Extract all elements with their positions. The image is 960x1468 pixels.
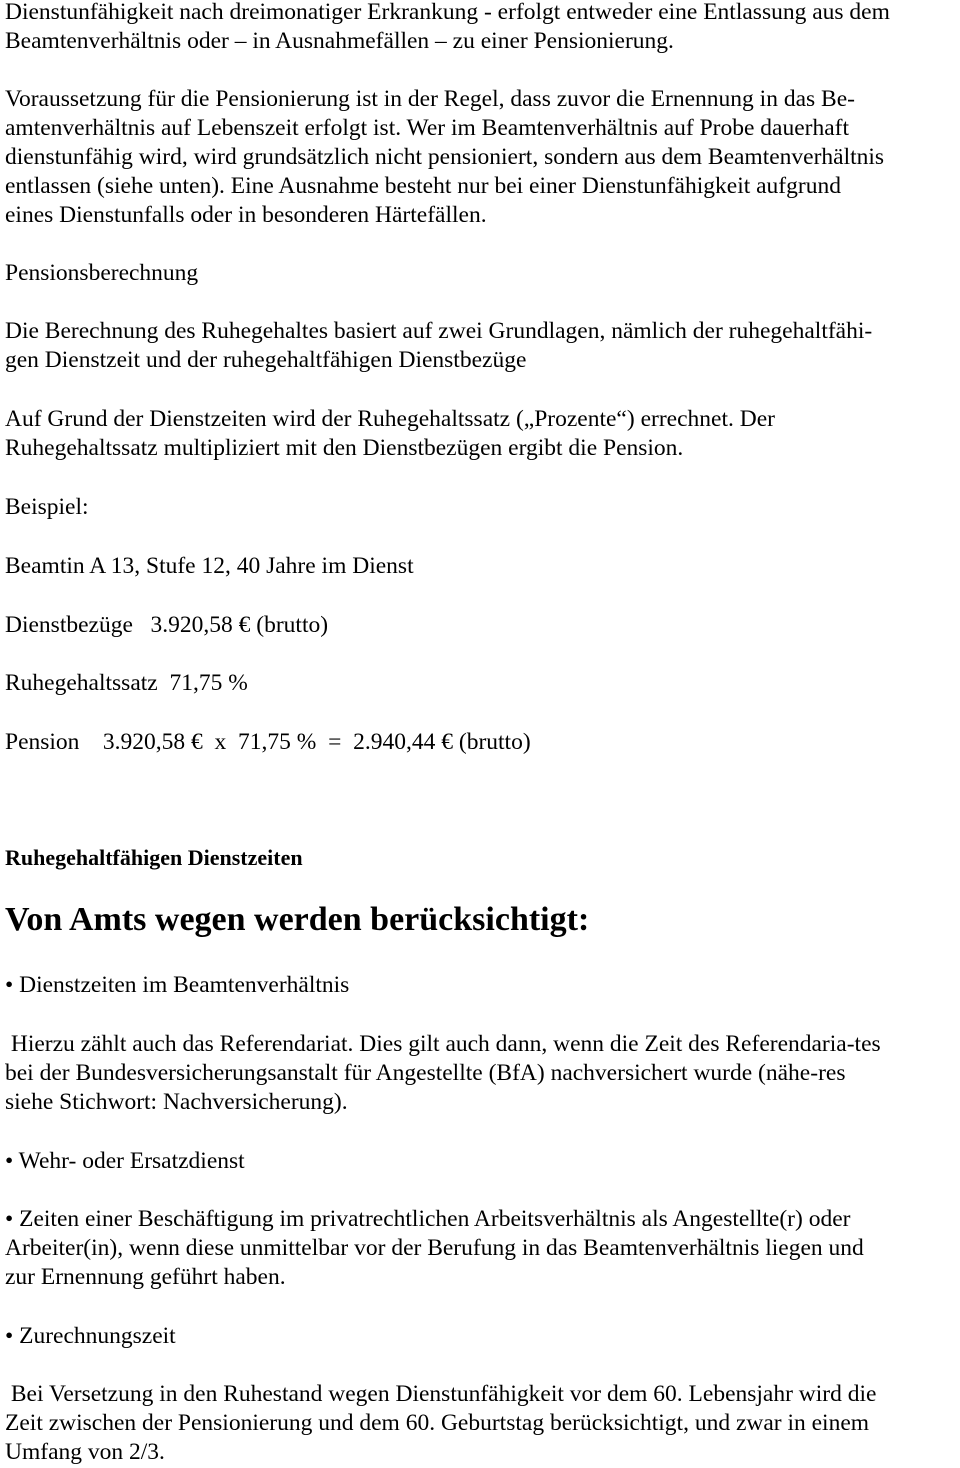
section-label-pension: Pensionsberechnung xyxy=(5,260,199,286)
text-line: Ruhegehaltssatz multipliziert mit den Dienstbezügen ergibt die Pension. xyxy=(5,435,684,461)
example-pension: Pension 3.920,58 € x 71,75 % = 2.940,44 € (brutto) xyxy=(5,729,531,755)
example-rate: Ruhegehaltssatz 71,75 % xyxy=(5,670,248,696)
text-line: Die Berechnung des Ruhegehaltes basiert auf zwei Grundlagen, nämlich der ruhegehaltfähi- xyxy=(5,318,873,344)
text-line: Umfang von 2/3. xyxy=(5,1439,165,1465)
text-line: entlassen (siehe unten). Eine Ausnahme besteht nur bei einer Dienstunfähigkeit aufgrund xyxy=(5,173,841,199)
text-line: bei der Bundesversicherungsanstalt für Angestellte (BfA) nachversichert wurde (nähe-res xyxy=(5,1060,846,1086)
list-item: • Zeiten einer Beschäftigung im privatrechtlichen Arbeitsverhältnis als Angestellte(r) oder xyxy=(5,1206,851,1232)
list-item: • Wehr- oder Ersatzdienst xyxy=(5,1148,245,1174)
text-line: dienstunfähig wird, wird grundsätzlich nicht pensioniert, sondern aus dem Beamtenverhältnis xyxy=(5,144,885,170)
text-line: siehe Stichwort: Nachversicherung). xyxy=(5,1089,348,1115)
heading-official: Von Amts wegen werden berücksichtigt: xyxy=(5,901,590,938)
text-line: gen Dienstzeit und der ruhegehaltfähigen Dienstbezüge xyxy=(5,347,527,373)
text-line: Zeit zwischen der Pensionierung und dem 60. Geburtstag berücksichtigt, und zwar in einem xyxy=(5,1410,870,1436)
heading-service-times: Ruhegehaltfähigen Dienstzeiten xyxy=(5,845,303,870)
example-label: Beispiel: xyxy=(5,494,89,520)
text-line: eines Dienstunfalls oder in besonderen Härtefällen. xyxy=(5,202,487,228)
list-item: • Zurechnungszeit xyxy=(5,1323,176,1349)
text-line: Arbeiter(in), wenn diese unmittelbar vor der Berufung in das Beamtenverhältnis liegen und xyxy=(5,1235,864,1261)
text-line: Hierzu zählt auch das Referendariat. Dies gilt auch dann, wenn die Zeit des Referendaria-tes xyxy=(5,1031,881,1057)
list-item: • Dienstzeiten im Beamtenverhältnis xyxy=(5,972,350,998)
example-person: Beamtin A 13, Stufe 12, 40 Jahre im Dienst xyxy=(5,553,414,579)
example-salary: Dienstbezüge 3.920,58 € (brutto) xyxy=(5,612,329,638)
text-line: zur Ernennung geführt haben. xyxy=(5,1264,286,1290)
text-line: amtenverhältnis auf Lebenszeit erfolgt ist. Wer im Beamtenverhältnis auf Probe dauerhaft xyxy=(5,115,850,141)
text-line: Bei Versetzung in den Ruhestand wegen Dienstunfähigkeit vor dem 60. Lebensjahr wird die xyxy=(5,1381,877,1407)
text-line: Beamtenverhältnis oder – in Ausnahmefällen – zu einer Pensionierung. xyxy=(5,28,674,54)
text-line: Auf Grund der Dienstzeiten wird der Ruhegehaltssatz („Prozente“) errechnet. Der xyxy=(5,406,775,432)
text-line: Dienstunfähigkeit nach dreimonatiger Erkrankung - erfolgt entweder eine Entlassung aus dem xyxy=(5,0,890,25)
text-line: Voraussetzung für die Pensionierung ist in der Regel, dass zuvor die Ernennung in das Be- xyxy=(5,86,855,112)
